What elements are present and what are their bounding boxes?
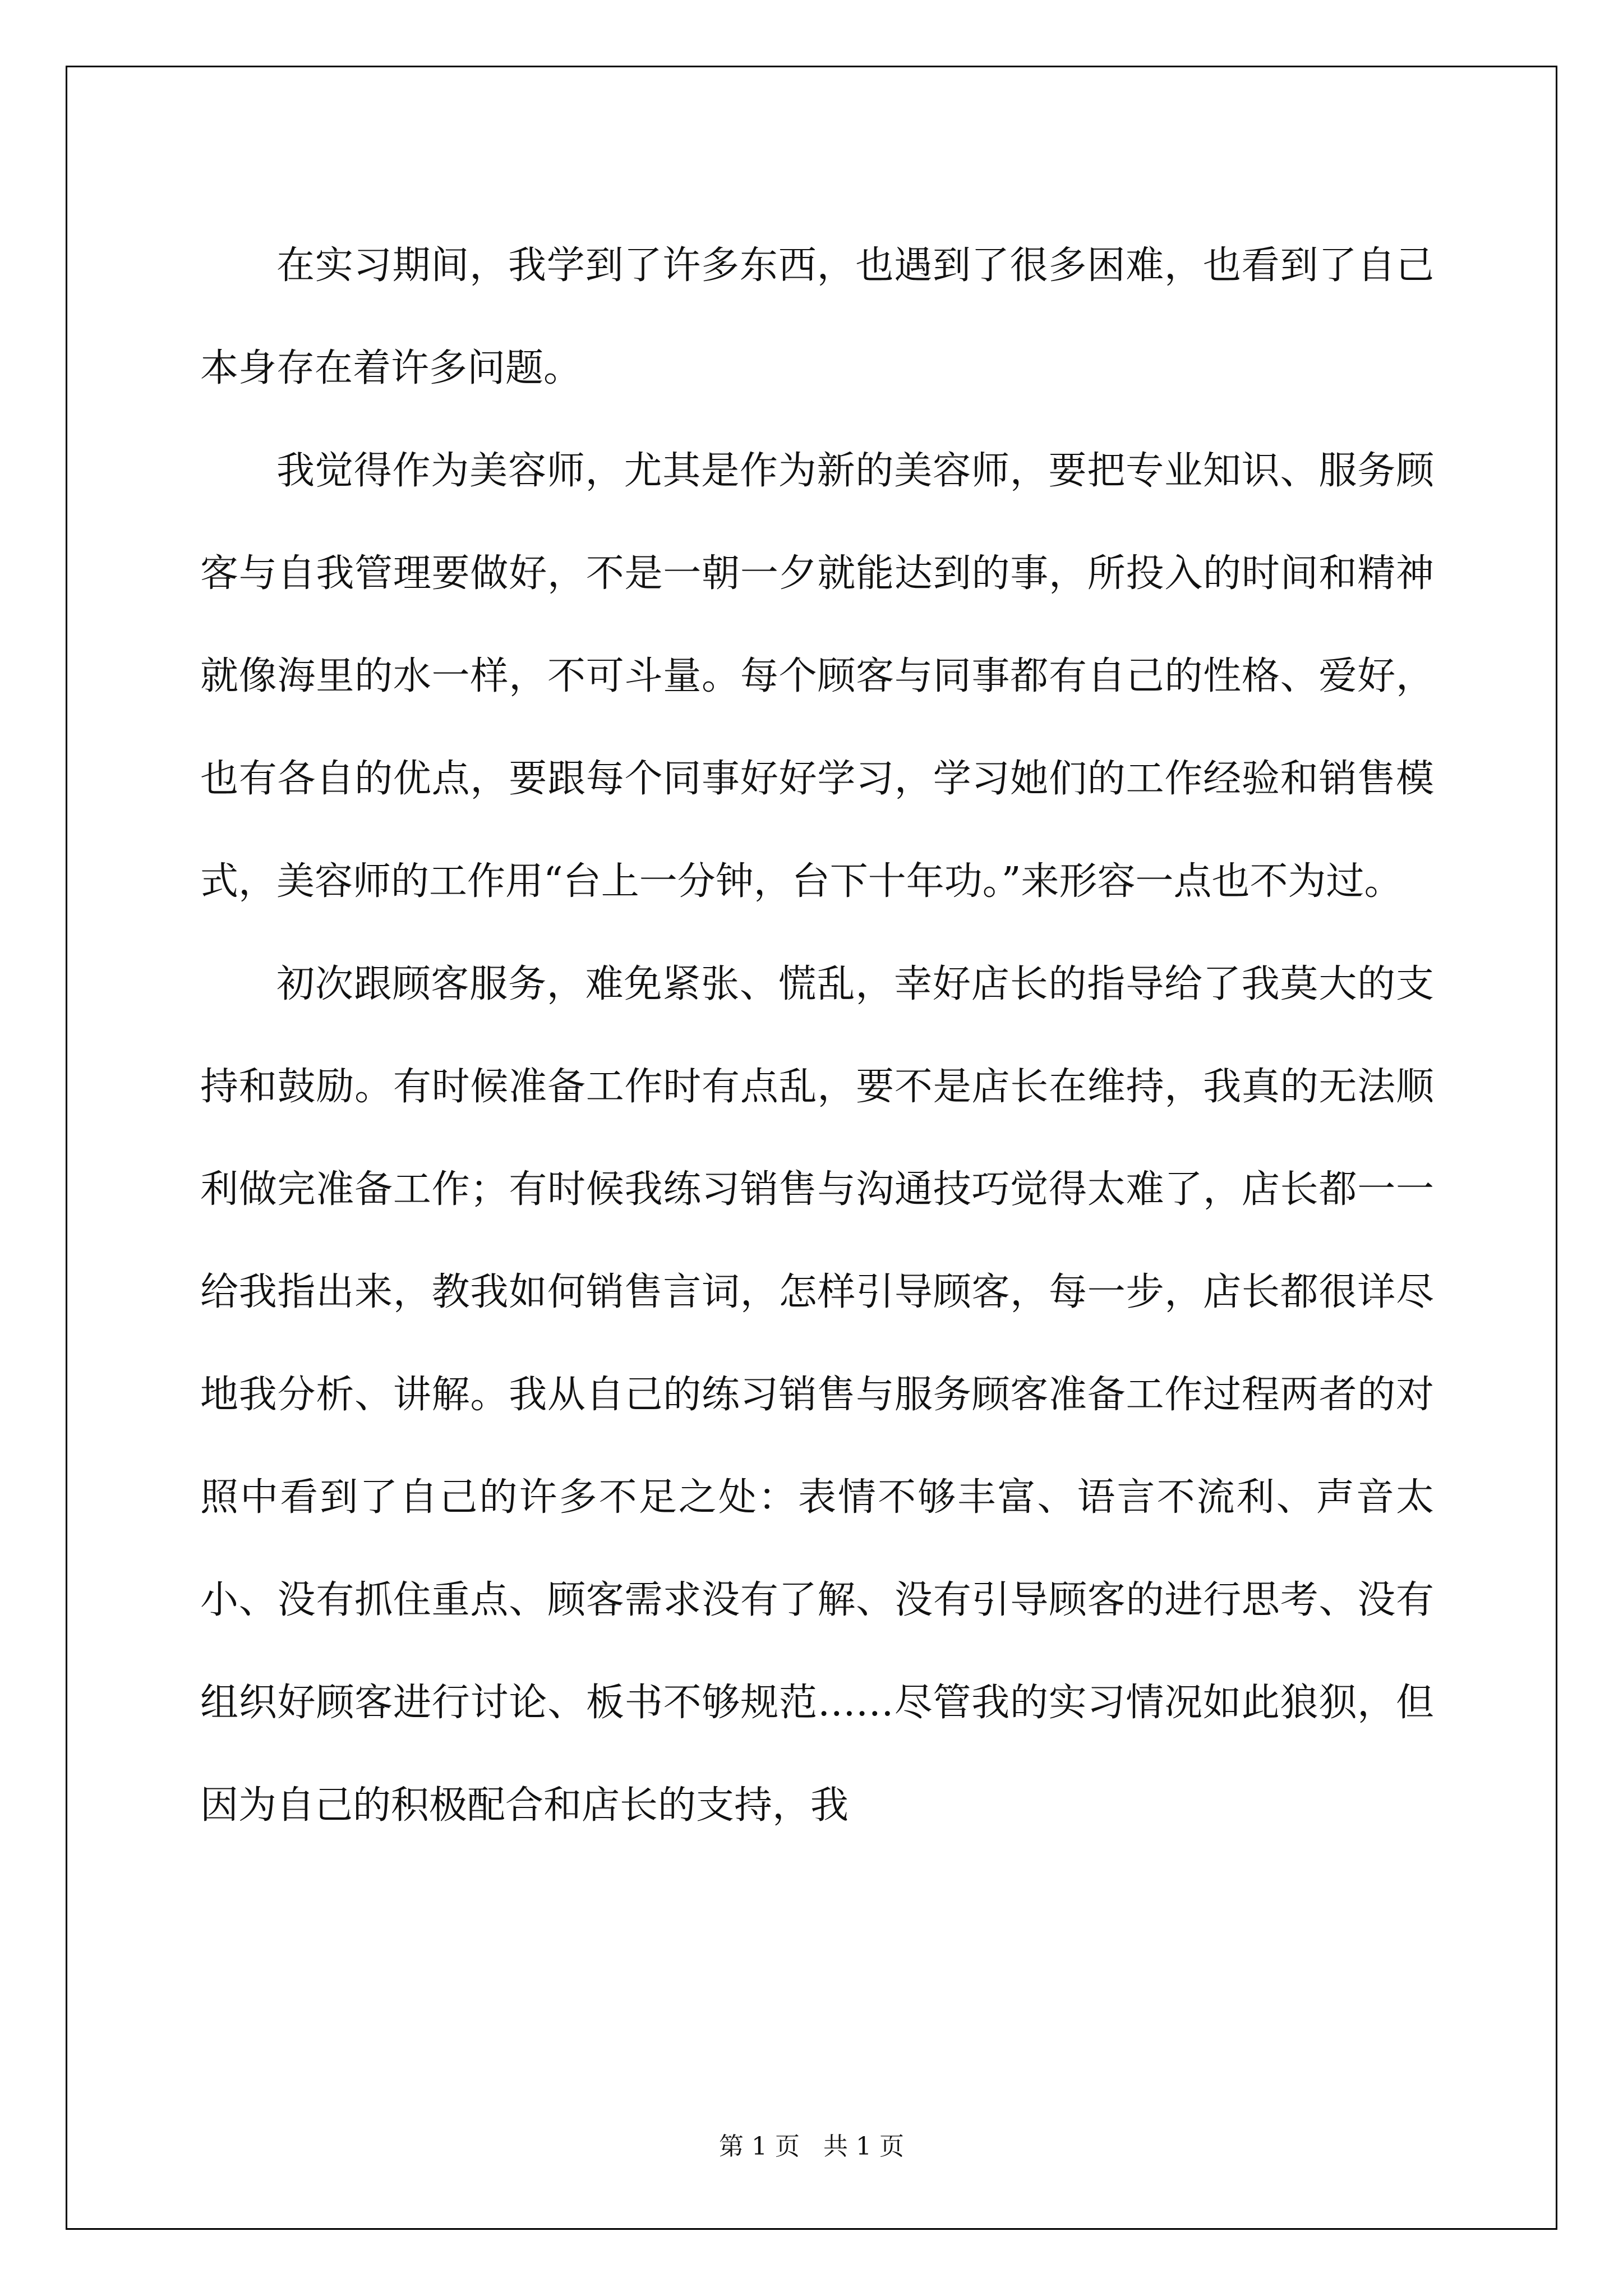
paragraph-2: 我觉得作为美容师，尤其是作为新的美容师，要把专业知识、服务顾客与自我管理要做好，不是一朝一夕就能达到的事，所投入的时间和精神就像海里的水一样，不可斗量。每个顾客与同事都有自己的性格、爱好，也有各自的优点，要跟每个同事好好学习，学习她们的工作经验和销售模式，美容师的工作用“台上一分钟，台下十年功。”来形容一点也不为过。 [200, 449, 1434, 904]
paragraph-1: 在实习期间，我学到了许多东西，也遇到了很多困难，也看到了自己本身存在着许多问题。 [200, 243, 1434, 390]
document-body [200, 214, 1434, 1857]
paragraph-3: 初次跟顾客服务，难免紧张、慌乱，幸好店长的指导给了我莫大的支持和鼓励。有时候准备工作时有点乱，要不是店长在维持，我真的无法顺利做完准备工作；有时候我练习销售与沟通技巧觉得太难了，店长都一一给我指出来，教我如何销售言词，怎样引导顾客，每一步，店长都很详尽地我分析、讲解。我从自己的练习销售与服务顾客准备工作过程两者的对照中看到了自己的许多不足之处：表情不够丰富、语言不流利、声音太小、没有抓住重点、顾客需求没有了解、没有引导顾客的进行思考、没有组织好顾客进行讨论、板书不够规范……尽管我的实习情况如此狼狈，但因为自己的积极配合和店长的支持，我 [200, 962, 1434, 1828]
page-footer: 第 1 页 共 1 页 [719, 2132, 904, 2161]
